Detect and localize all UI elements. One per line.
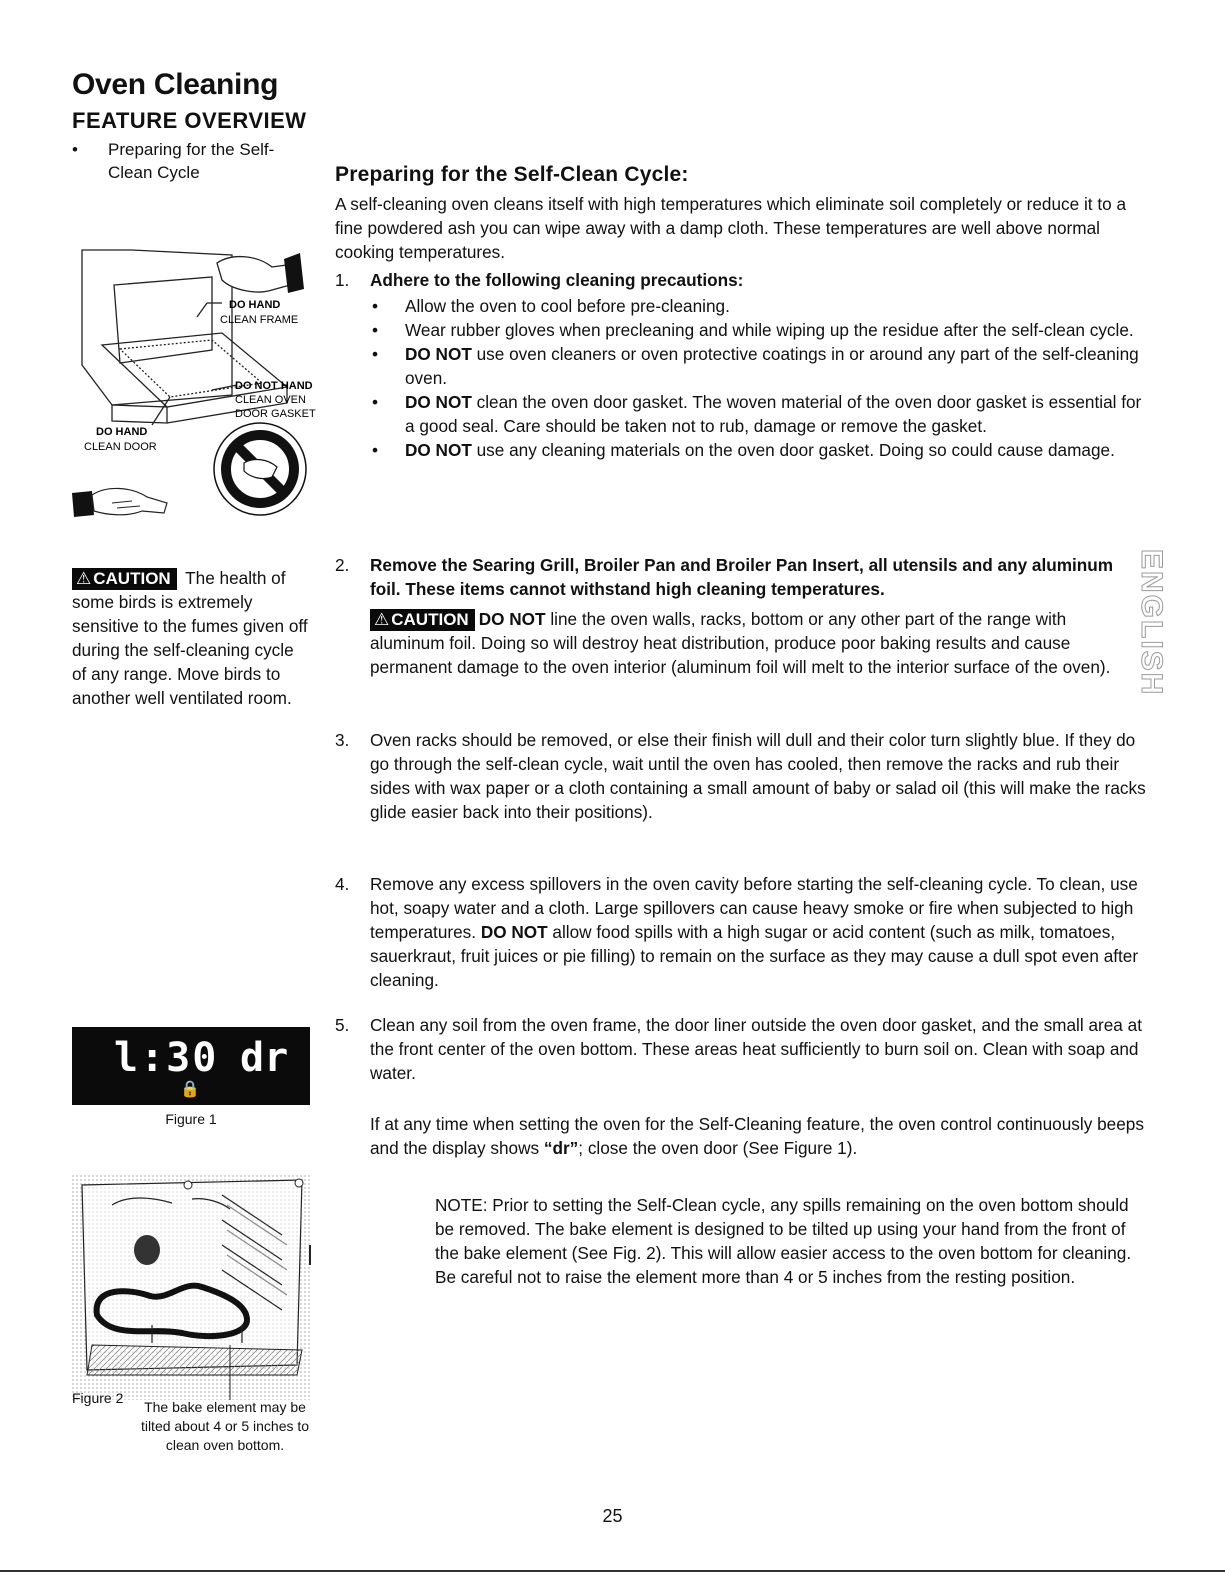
bird-caution-note: ⚠ CAUTION The health of some birds is extremely sensitive to the fumes given off during the self-cleaning cycle of any range. Move birds to another well ventilated room. bbox=[72, 568, 308, 708]
label-do-not-2: CLEAN OVEN bbox=[235, 394, 306, 406]
oven-cavity bbox=[114, 277, 212, 363]
label-do-not-3: DOOR GASKET bbox=[235, 408, 316, 420]
step-number: 3. bbox=[335, 730, 350, 750]
oven-interior-bake-element-figure bbox=[72, 1175, 312, 1400]
precaution-list bbox=[370, 294, 1150, 462]
precaution-item: • Wear rubber gloves when precleaning and while wiping up the residue after the self-clean cycle. bbox=[370, 318, 1150, 342]
display-door-code: dr bbox=[240, 1035, 289, 1081]
section-title: Preparing for the Self-Clean Cycle: bbox=[335, 163, 689, 186]
warning-triangle-icon: ⚠ bbox=[374, 610, 390, 629]
precaution-item: • DO NOT clean the oven door gasket. The woven material of the oven door gasket is essential for a good seal. Care should be taken not to rub, damage or remove the gasket. bbox=[370, 390, 1150, 438]
prohibition-icon bbox=[214, 423, 306, 515]
step-5-text: Clean any soil from the oven frame, the door liner outside the oven door gasket, and the small area at the front center of the oven bottom. These areas heat sufficiently to burn soil on. Clean with soap and water. bbox=[370, 1015, 1142, 1083]
step-number: 4. bbox=[335, 874, 350, 894]
step-1 bbox=[335, 268, 1150, 462]
gloved-hand-wiping-icon bbox=[72, 488, 167, 517]
lock-icon: 🔒 bbox=[180, 1081, 200, 1098]
step-2-heading: Remove the Searing Grill, Broiler Pan and Broiler Pan Insert, all utensils and any aluminum foil. These items cannot withstand high cleaning temperatures. bbox=[370, 555, 1114, 599]
precaution-item: • DO NOT use oven cleaners or oven protective coatings in or around any part of the self-cleaning oven. bbox=[370, 342, 1150, 390]
label-do-hand-frame-2: CLEAN FRAME bbox=[220, 314, 299, 326]
feature-overview-heading: FEATURE OVERVIEW bbox=[72, 108, 307, 133]
label-do-hand-door-1: DO HAND bbox=[96, 426, 148, 438]
precaution-item: • DO NOT use any cleaning materials on the oven door gasket. Doing so could cause damage. bbox=[370, 438, 1150, 462]
oven-body-outline bbox=[82, 250, 232, 405]
overview-item: • Preparing for the Self-Clean Cycle bbox=[72, 138, 312, 184]
step-4-text: Remove any excess spillovers in the oven cavity before starting the self-cleaning cycle. To clean, use hot, soapy water and a cloth. Large spillovers can cause heavy smoke or fire when subjected to high temperatures. DO NOT allow food spills with a high sugar or acid content (such as milk, tomatoes, sauerkraut, fruit juices or pie filling) to remain on the surface as they may cause a dull spot even after cleaning. bbox=[370, 874, 1139, 990]
page-bottom-rule bbox=[0, 1570, 1225, 1572]
section-intro: A self-cleaning oven cleans itself with high temperatures which eliminate soil completely or reduce it to a fine powdered ash you can wipe away with a damp cloth. These temperatures are well above normal cooking temperatures. bbox=[335, 194, 1127, 262]
step-5 bbox=[335, 1013, 1150, 1085]
page-number: 25 bbox=[602, 1506, 623, 1526]
label-do-hand-door-2: CLEAN DOOR bbox=[84, 441, 157, 453]
caution-badge: ⚠ CAUTION bbox=[72, 568, 177, 590]
figure-1-caption: Figure 1 bbox=[165, 1111, 217, 1127]
step-1-heading: Adhere to the following cleaning precautions: bbox=[370, 270, 744, 290]
step-3-text: Oven racks should be removed, or else their finish will dull and their color turn slightly blue. If they do go through the self-clean cycle, wait until the oven has cooled, then remove the racks and rub their sides with wax paper or a cloth containing a small amount of baby or salad oil (this will make the racks glide easier back into their positions). bbox=[370, 730, 1146, 822]
step-number: 1. bbox=[335, 270, 350, 290]
gloved-hand-icon bbox=[217, 253, 304, 293]
label-do-hand-frame-1: DO HAND bbox=[229, 299, 281, 311]
warning-triangle-icon: ⚠ bbox=[76, 569, 92, 588]
feature-overview-list bbox=[72, 138, 312, 184]
display-time: l:30 bbox=[114, 1035, 219, 1081]
door-open-display-note: If at any time when setting the oven for the Self-Cleaning feature, the oven control continuously beeps and the display shows “dr”; close the oven door (See Figure 1). bbox=[370, 1114, 1144, 1158]
oven-light bbox=[134, 1235, 160, 1265]
step-number: 5. bbox=[335, 1015, 350, 1035]
label-do-not-1: DO NOT HAND bbox=[235, 380, 313, 392]
bake-element-note: NOTE: Prior to setting the Self-Clean cycle, any spills remaining on the oven bottom should be removed. The bake element is designed to be tilted up using your hand from the front of the bake element (See Fig. 2). This will allow easier access to the oven bottom for cleaning. Be careful not to raise the element more than 4 or 5 inches from the resting position. bbox=[435, 1195, 1132, 1287]
oven-door-cleaning-diagram bbox=[72, 245, 337, 525]
step-2 bbox=[335, 553, 1150, 679]
foil-caution: ⚠ CAUTION DO NOT line the oven walls, racks, bottom or any other part of the range with aluminum foil. Doing so will destroy heat distribution, produce poor baking results and cause permanent damage to the oven interior (aluminum foil will melt to the interior surface of the oven). bbox=[370, 609, 1111, 677]
figure-2-caption: The bake element may be tilted about 4 or 5 inches to clean oven bottom. bbox=[140, 1399, 310, 1453]
oven-control-display bbox=[72, 1027, 310, 1105]
caution-badge: ⚠ CAUTION bbox=[370, 609, 475, 631]
figure-2-label: Figure 2 bbox=[72, 1390, 124, 1406]
step-4 bbox=[335, 872, 1150, 992]
page-title: Oven Cleaning bbox=[72, 68, 279, 101]
step-number: 2. bbox=[335, 555, 350, 575]
step-3 bbox=[335, 728, 1150, 824]
precaution-item: • Allow the oven to cool before pre-cleaning. bbox=[370, 294, 1150, 318]
language-side-tab: ENGLISH bbox=[1135, 549, 1168, 697]
